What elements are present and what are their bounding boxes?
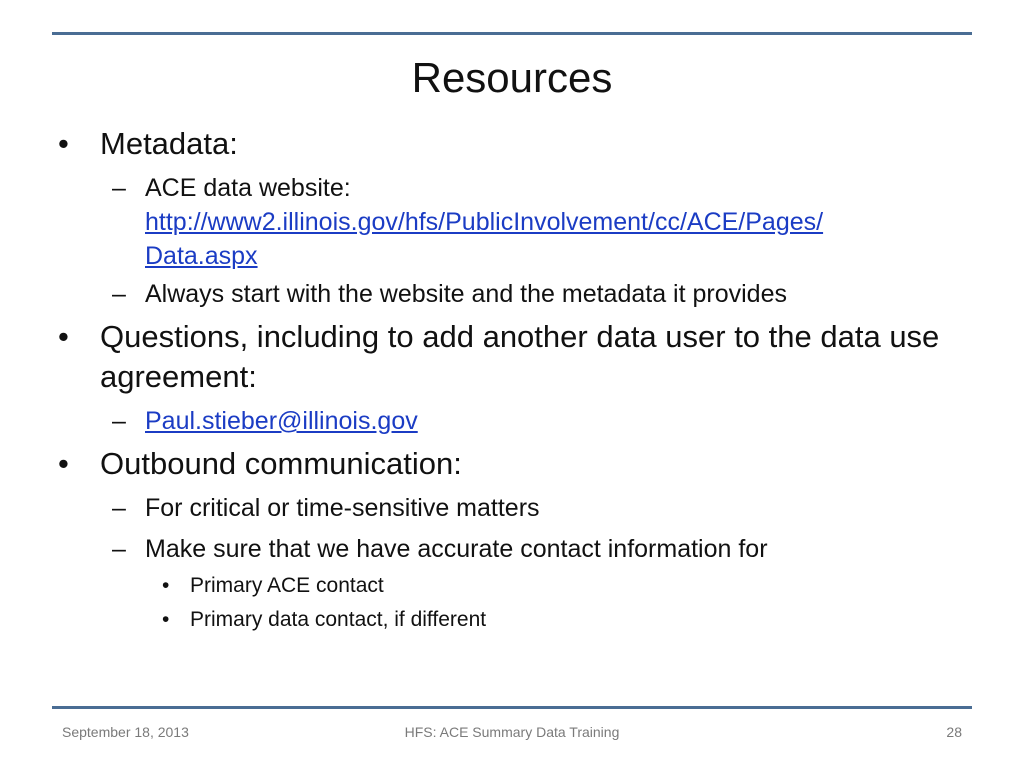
sub-item-start-with-website — [0, 277, 1024, 311]
sub-item-ace-website — [0, 171, 1024, 273]
bullet-questions — [0, 317, 1024, 397]
sub-item-contact-info — [0, 532, 1024, 566]
bullet-text: Metadata: — [100, 126, 238, 161]
sub-sub-item-primary-data-contact — [0, 606, 1024, 634]
bullet-text: Outbound communication: — [100, 446, 462, 481]
dash-icon: – — [112, 174, 126, 202]
dash-icon: – — [112, 280, 126, 308]
slide-content — [0, 122, 1024, 634]
bullet-dot-icon: • — [162, 608, 170, 631]
bottom-rule — [52, 706, 972, 709]
sub-item-text: Make sure that we have accurate contact information for — [145, 535, 768, 563]
dash-icon: – — [112, 494, 126, 522]
footer-title: HFS: ACE Summary Data Training — [404, 724, 620, 740]
bullet-outbound — [0, 444, 1024, 484]
sub-sub-item-text: Primary data contact, if different — [190, 608, 487, 631]
bullet-dot-icon: • — [58, 319, 69, 354]
top-rule — [52, 32, 972, 35]
link-line-1[interactable]: http://www2.illinois.gov/hfs/PublicInvolvement/cc/ACE/Pages/ — [145, 208, 824, 236]
sub-item-email — [0, 404, 1024, 438]
slide-title: Resources — [411, 54, 613, 101]
ace-website-link[interactable] — [145, 208, 823, 270]
bullet-dot-icon: • — [162, 574, 170, 597]
sub-sub-item-text: Primary ACE contact — [190, 574, 384, 597]
sub-item-text: For critical or time-sensitive matters — [145, 494, 540, 522]
sub-item-text: ACE data website: — [145, 174, 351, 202]
page-number: 28 — [946, 724, 962, 740]
bullet-metadata — [0, 124, 1024, 164]
email-link[interactable]: Paul.stieber@illinois.gov — [145, 407, 418, 435]
footer-date: September 18, 2013 — [62, 724, 189, 740]
sub-sub-item-primary-ace-contact — [0, 572, 1024, 600]
bullet-dot-icon: • — [58, 446, 69, 481]
bullet-text: Questions, including to add another data user to the data use agreement: — [100, 319, 940, 394]
bullet-dot-icon: • — [58, 126, 69, 161]
sub-item-critical-matters — [0, 491, 1024, 525]
dash-icon: – — [112, 407, 126, 435]
dash-icon: – — [112, 535, 126, 563]
sub-item-text: Always start with the website and the metadata it provides — [145, 280, 787, 308]
link-line-2[interactable]: Data.aspx — [145, 242, 258, 270]
